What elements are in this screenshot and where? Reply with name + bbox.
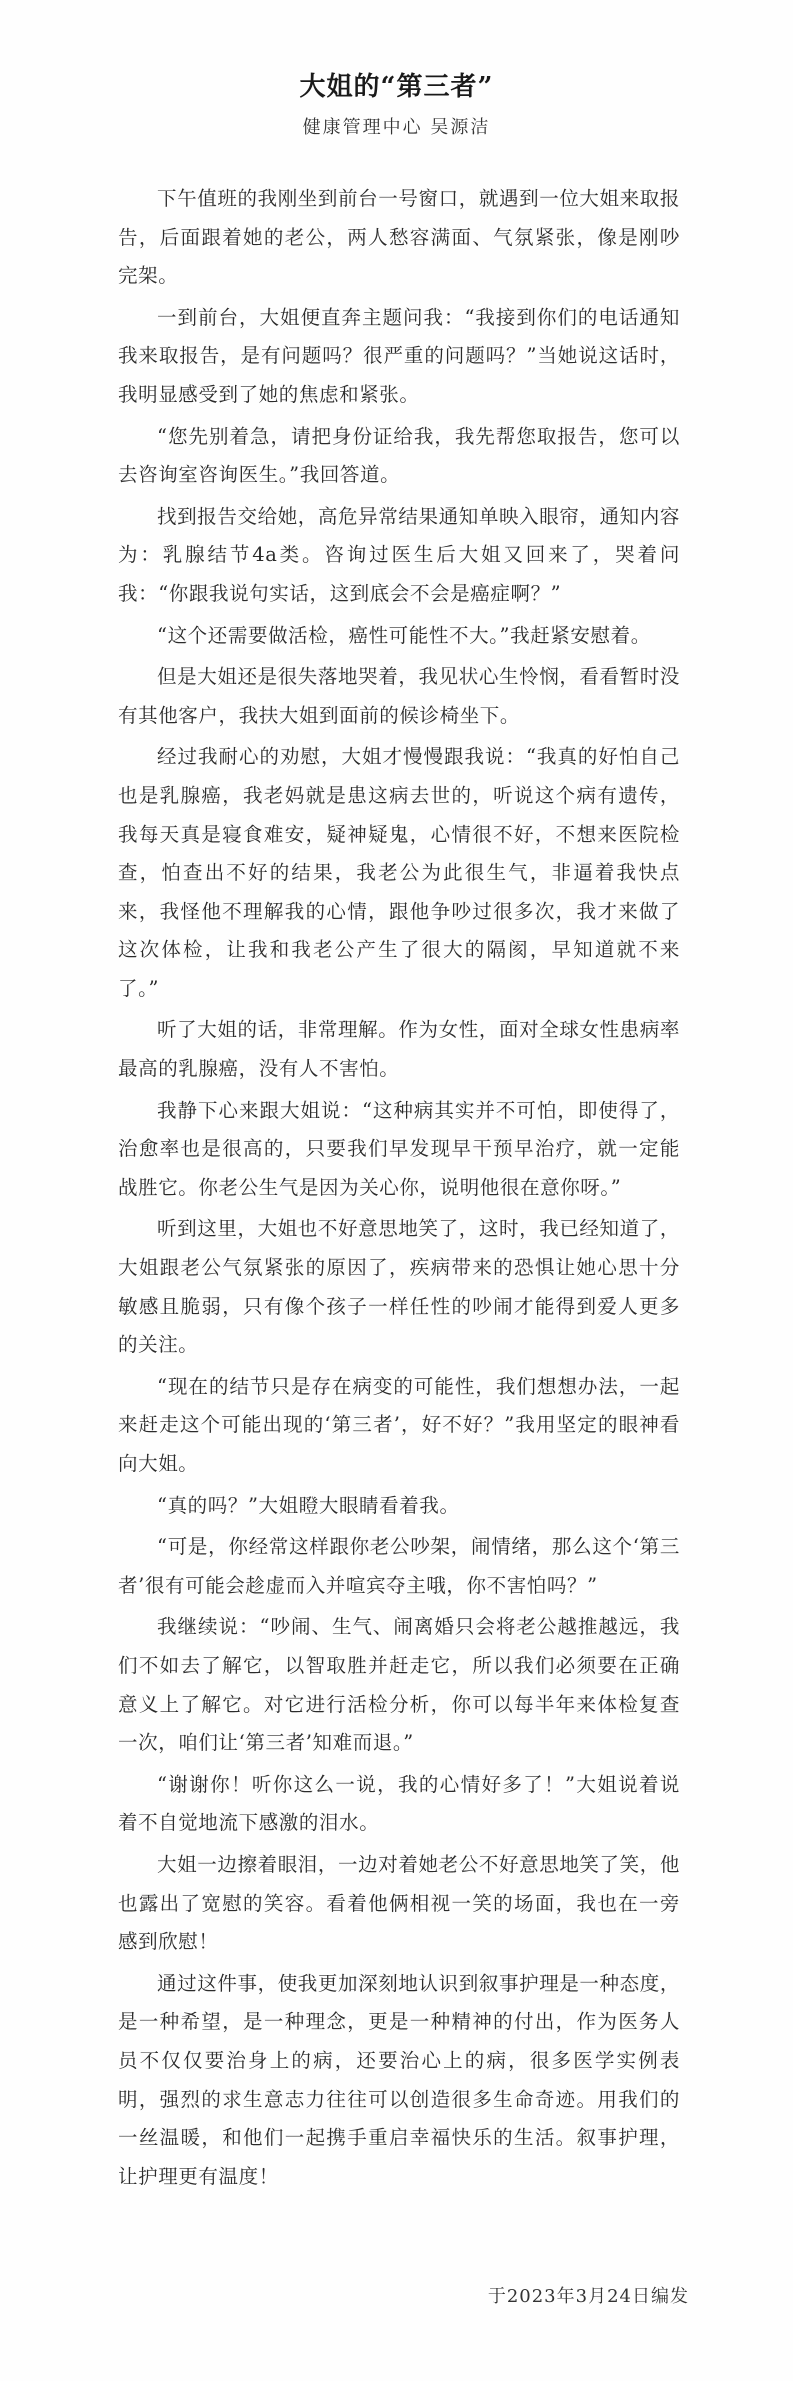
paragraph: “现在的结节只是存在病变的可能性，我们想想办法，一起来赶走这个可能出现的‘第三者’，好不好？”我用坚定的眼神看向大姐。 [118, 1374, 680, 1475]
paragraph: 经过我耐心的劝慰，大姐才慢慢跟我说：“我真的好怕自己也是乳腺癌，我老妈就是患这病去世的，听说这个病有遗传，我每天真是寝食难安，疑神疑鬼，心情很不好，不想来医院检查，怕查出不好的结果，我老公为此很生气，非逼着我快点来，我怪他不理解我的心情，跟他争吵过很多次，我才来做了这次体检，让我和我老公产生了很大的隔阂，早知道就不来了。” [118, 745, 680, 1000]
publish-date: 于2023年3月24日编发 [487, 2286, 689, 2307]
paragraph: 找到报告交给她，高危异常结果通知单映入眼帘，通知内容为：乳腺结节4a类。咨询过医生后大姐又回来了，哭着问我：“你跟我说句实话，这到底会不会是癌症啊？” [118, 504, 680, 605]
article-title: 大姐的“第三者” [299, 72, 494, 102]
paragraph: 听到这里，大姐也不好意思地笑了，这时，我已经知道了，大姐跟老公气氛紧张的原因了，疾病带来的恐惧让她心思十分敏感且脆弱，只有像个孩子一样任性的吵闹才能得到爱人更多的关注。 [118, 1217, 680, 1357]
paragraph: 一到前台，大姐便直奔主题问我：“我接到你们的电话通知我来取报告，是有问题吗？很严重的问题吗？”当她说这话时，我明显感受到了她的焦虑和紧张。 [118, 305, 680, 406]
paragraph: “可是，你经常这样跟你老公吵架，闹情绪，那么这个‘第三者’很有可能会趁虚而入并喧宾夺主哦，你不害怕吗？” [118, 1535, 680, 1597]
paragraph: 我继续说：“吵闹、生气、闹离婚只会将老公越推越远，我们不如去了解它，以智取胜并赶走它，所以我们必须要在正确意义上了解它。对它进行活检分析，你可以每半年来体检复查一次，咱们让‘第三者’知难而退。” [118, 1615, 680, 1755]
paragraph: 听了大姐的话，非常理解。作为女性，面对全球女性患病率最高的乳腺癌，没有人不害怕。 [118, 1018, 680, 1081]
paragraph: 但是大姐还是很失落地哭着，我见状心生怜悯，看看暂时没有其他客户，我扶大姐到面前的候诊椅坐下。 [118, 665, 680, 727]
paragraph: “谢谢你！听你这么一说，我的心情好多了！”大姐说着说着不自觉地流下感激的泪水。 [118, 1772, 680, 1835]
article-body [118, 180, 680, 2199]
paragraph: 我静下心来跟大姐说：“这种病其实并不可怕，即使得了，治愈率也是很高的，只要我们早发现早干预早治疗，就一定能战胜它。你老公生气是因为关心你，说明他很在意你呀。” [118, 1098, 680, 1199]
article-byline: 健康管理中心 吴源洁 [302, 117, 491, 138]
paragraph: “这个还需要做活检，癌性可能性不大。”我赶紧安慰着。 [157, 623, 651, 647]
paragraph: 大姐一边擦着眼泪，一边对着她老公不好意思地笑了笑，他也露出了宽慰的笑容。看着他俩相视一笑的场面，我也在一旁感到欣慰！ [118, 1852, 680, 1954]
paragraph: 通过这件事，使我更加深刻地认识到叙事护理是一种态度，是一种希望，是一种理念，更是一种精神的付出，作为医务人员不仅仅要治身上的病，还要治心上的病，很多医学实例表明，强烈的求生意志力往往可以创造很多生命奇迹。用我们的一丝温暖，和他们一起携手重启幸福快乐的生活。叙事护理，让护理更有温度！ [118, 1971, 680, 2188]
paragraph: “您先别着急，请把身份证给我，我先帮您取报告，您可以去咨询室咨询医生。”我回答道。 [118, 424, 680, 487]
paragraph: 下午值班的我刚坐到前台一号窗口，就遇到一位大姐来取报告，后面跟着她的老公，两人愁容满面、气氛紧张，像是刚吵完架。 [118, 187, 680, 288]
paragraph: “真的吗？”大姐瞪大眼睛看着我。 [157, 1493, 460, 1517]
